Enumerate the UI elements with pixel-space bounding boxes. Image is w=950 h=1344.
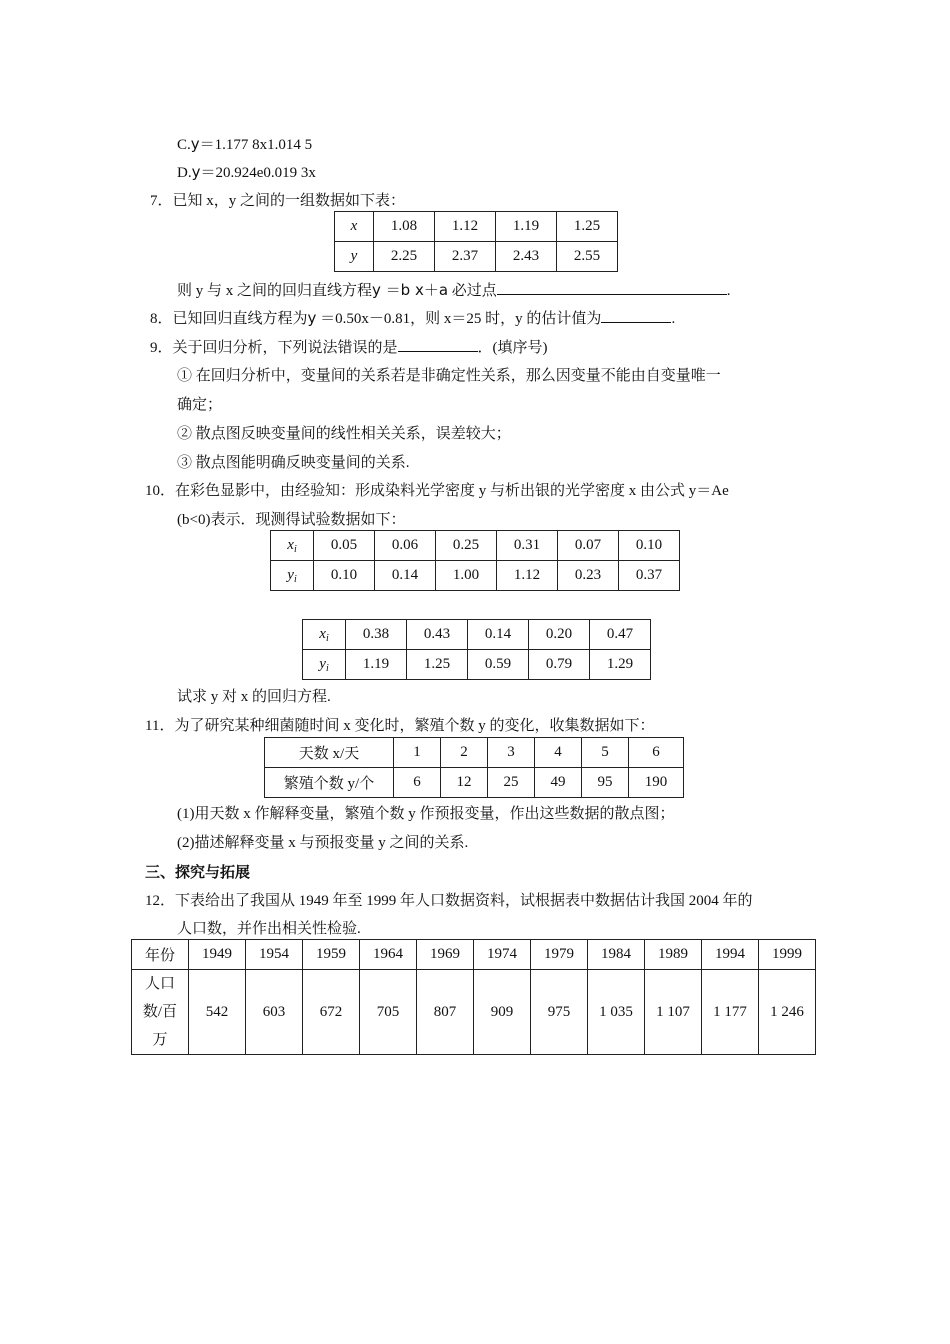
- text: 已知回归直线方程为: [172, 311, 308, 327]
- table-cell: 0.31: [497, 531, 558, 561]
- table-cell: 1959: [303, 940, 360, 970]
- label-line: 数/百: [142, 1004, 178, 1020]
- q11-part-1: (1)用天数 x 作解释变量，繁殖个数 y 作预报变量，作出这些数据的散点图；: [177, 806, 675, 822]
- answer-blank[interactable]: [398, 337, 478, 352]
- table-cell: 705: [360, 970, 417, 1055]
- table-cell: 1.12: [497, 561, 558, 591]
- question-number: 11．: [145, 718, 175, 734]
- table-cell: 0.37: [619, 561, 680, 591]
- table-cell: 1.29: [590, 650, 651, 680]
- table-cell: 1949: [189, 940, 246, 970]
- table-cell: 1989: [645, 940, 702, 970]
- table-cell: 0.10: [619, 531, 680, 561]
- q9-item-1b: 确定；: [177, 397, 223, 413]
- table-cell: 25: [488, 768, 535, 798]
- option-label: D.: [177, 165, 192, 181]
- table-row: [132, 970, 816, 1055]
- q10-table-2: [302, 619, 651, 680]
- q6-option-c: [177, 134, 312, 155]
- table-cell: 2.37: [435, 242, 496, 272]
- text: 必过点: [448, 283, 497, 299]
- table-cell: 975: [531, 970, 588, 1055]
- table-cell: 1 035: [588, 970, 645, 1055]
- table-cell: 1984: [588, 940, 645, 970]
- q8-stem: [150, 308, 675, 329]
- label-line: 人口: [144, 976, 175, 992]
- row-label: y: [335, 242, 374, 272]
- text: 下表给出了我国从 1949 年至 1999 年人口数据资料，试根据表中数据估计我国 2004 年的: [175, 893, 753, 909]
- table-cell: 0.07: [558, 531, 619, 561]
- q9-item-3: ③ 散点图能明确反映变量间的关系.: [177, 455, 410, 471]
- row-label: $x_i$: [271, 531, 314, 561]
- row-label: 天数 x/天: [265, 738, 394, 768]
- table-cell: 95: [582, 768, 629, 798]
- table-row: [335, 212, 618, 242]
- table-cell: 1994: [702, 940, 759, 970]
- table-row: [265, 768, 684, 798]
- table-cell: 0.59: [468, 650, 529, 680]
- table-row: [132, 940, 816, 970]
- q7-table: [334, 211, 618, 272]
- table-cell: 0.14: [375, 561, 436, 591]
- table-row: [271, 561, 680, 591]
- q11-part-2: (2)描述解释变量 x 与预报变量 y 之间的关系.: [177, 835, 469, 851]
- answer-blank[interactable]: [601, 308, 671, 323]
- q10-table-1: [270, 530, 680, 591]
- row-label: $y_i$: [271, 561, 314, 591]
- question-number: 12．: [145, 893, 176, 909]
- table-cell: 542: [189, 970, 246, 1055]
- table-cell: 603: [246, 970, 303, 1055]
- table-cell: 1.25: [557, 212, 618, 242]
- table-cell: 0.06: [375, 531, 436, 561]
- y-hat: y: [307, 309, 317, 327]
- table-cell: 0.25: [436, 531, 497, 561]
- table-cell: 0.38: [346, 620, 407, 650]
- q9-stem: [150, 337, 548, 358]
- option-label: C.: [177, 137, 191, 153]
- option-text: ＝1.177 8x1.014 5: [199, 137, 313, 153]
- table-cell: 0.23: [558, 561, 619, 591]
- table-cell: 1.08: [374, 212, 435, 242]
- table-cell: 1.19: [496, 212, 557, 242]
- option-text: ＝20.924e0.019 3x: [200, 165, 316, 181]
- q12-stem: [145, 891, 753, 911]
- table-cell: 6: [394, 768, 441, 798]
- table-cell: 1 107: [645, 970, 702, 1055]
- q10-ask: 试求 y 对 x 的回归方程.: [177, 689, 331, 705]
- y-hat: y: [190, 135, 200, 153]
- text: 则 y 与 x 之间的回归直线方程: [177, 283, 373, 299]
- table-row: [303, 620, 651, 650]
- table-row: [303, 650, 651, 680]
- table-cell: 672: [303, 970, 360, 1055]
- q9-item-2: ② 散点图反映变量间的线性相关关系，误差较大；: [177, 426, 511, 442]
- table-cell: 1999: [759, 940, 816, 970]
- q12-stem-2: 人口数，并作出相关性检验.: [177, 921, 361, 937]
- question-number: 7．: [150, 193, 173, 209]
- text: .: [726, 283, 731, 299]
- table-cell: 2.25: [374, 242, 435, 272]
- q7-stem: [150, 191, 405, 211]
- q7-follow: [177, 280, 731, 301]
- table-cell: 1 246: [759, 970, 816, 1055]
- q12-table: [131, 939, 816, 1055]
- table-cell: 1.25: [407, 650, 468, 680]
- table-cell: 1.19: [346, 650, 407, 680]
- table-row: [271, 531, 680, 561]
- q10-stem-2: (b<0)表示．现测得试验数据如下：: [177, 512, 406, 528]
- table-cell: 1954: [246, 940, 303, 970]
- q9-item-1a: ① 在回归分析中，变量间的关系若是非确定性关系，那么因变量不能由自变量唯一: [177, 368, 721, 384]
- text: .: [671, 311, 676, 327]
- table-cell: 1.00: [436, 561, 497, 591]
- table-cell: 0.47: [590, 620, 651, 650]
- text: ．(填序号): [477, 340, 548, 356]
- table-cell: 1964: [360, 940, 417, 970]
- q11-stem: [145, 716, 654, 736]
- table-cell: 1979: [531, 940, 588, 970]
- table-cell: 12: [441, 768, 488, 798]
- answer-blank[interactable]: [497, 280, 727, 295]
- table-cell: 909: [474, 970, 531, 1055]
- table-cell: 190: [629, 768, 684, 798]
- table-cell: 4: [535, 738, 582, 768]
- text: 为了研究某种细菌随时间 x 变化时，繁殖个数 y 的变化，收集数据如下：: [174, 718, 655, 734]
- section-heading: 三、探究与拓展: [145, 863, 251, 881]
- table-cell: 1 177: [702, 970, 759, 1055]
- table-cell: 2: [441, 738, 488, 768]
- y-hat: y: [191, 163, 201, 181]
- q10-stem: [145, 481, 729, 501]
- row-label: [132, 970, 189, 1055]
- table-cell: 0.10: [314, 561, 375, 591]
- table-cell: 0.14: [468, 620, 529, 650]
- q6-option-d: [177, 162, 316, 183]
- table-cell: 6: [629, 738, 684, 768]
- text: 关于回归分析，下列说法错误的是: [172, 340, 398, 356]
- q11-table: [264, 737, 684, 798]
- table-cell: 49: [535, 768, 582, 798]
- table-cell: 1: [394, 738, 441, 768]
- table-cell: 807: [417, 970, 474, 1055]
- table-cell: 1.12: [435, 212, 496, 242]
- table-cell: 0.43: [407, 620, 468, 650]
- table-cell: 3: [488, 738, 535, 768]
- table-cell: 2.55: [557, 242, 618, 272]
- table-row: [265, 738, 684, 768]
- table-cell: 5: [582, 738, 629, 768]
- table-cell: 0.05: [314, 531, 375, 561]
- question-number: 9．: [150, 340, 173, 356]
- label-line: 万: [152, 1032, 168, 1048]
- question-number: 8．: [150, 311, 173, 327]
- text: 在彩色显影中，由经验知：形成染料光学密度 y 与析出银的光学密度 x 由公式 y＝Ae: [175, 483, 729, 499]
- question-number: 10．: [145, 483, 176, 499]
- regression-equation: y ＝b x＋a: [372, 281, 449, 299]
- table-cell: 1969: [417, 940, 474, 970]
- row-label: $x_i$: [303, 620, 346, 650]
- table-cell: 1974: [474, 940, 531, 970]
- question-text: 已知 x，y 之间的一组数据如下表：: [172, 193, 406, 209]
- table-cell: 2.43: [496, 242, 557, 272]
- row-label: $y_i$: [303, 650, 346, 680]
- text: ＝0.50x－0.81，则 x＝25 时，y 的估计值为: [316, 311, 602, 327]
- row-label: 年份: [132, 940, 189, 970]
- table-cell: 0.79: [529, 650, 590, 680]
- row-label: x: [335, 212, 374, 242]
- row-label: 繁殖个数 y/个: [265, 768, 394, 798]
- table-cell: 0.20: [529, 620, 590, 650]
- table-row: [335, 242, 618, 272]
